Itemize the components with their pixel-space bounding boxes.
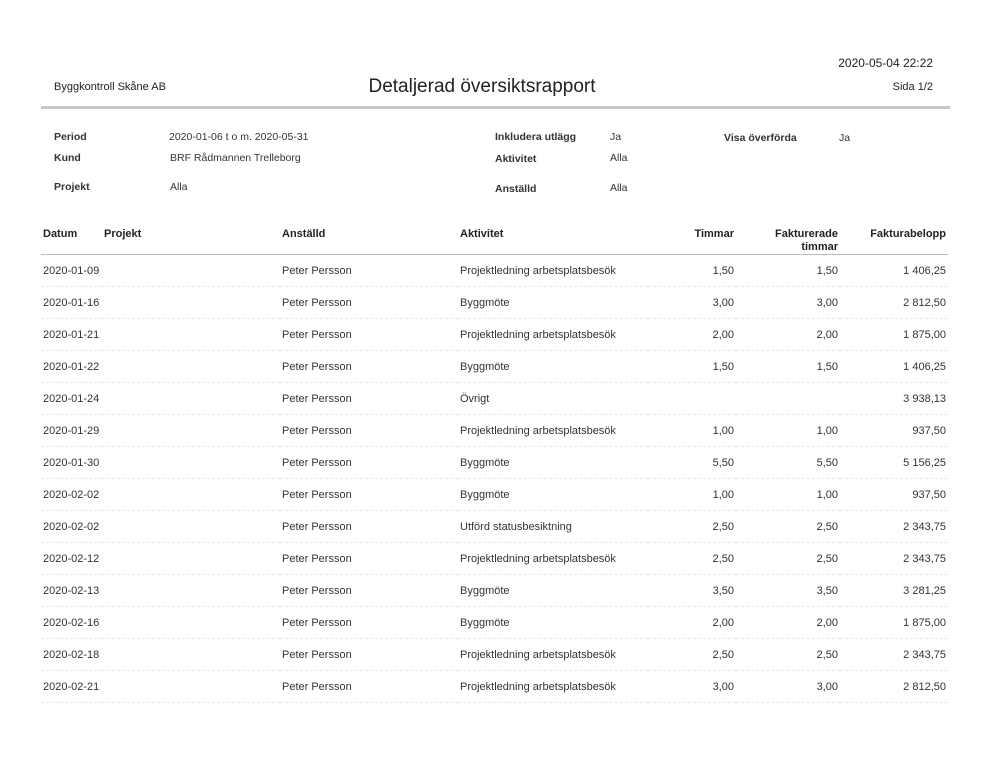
cell-fakturabelopp: 2 812,50: [840, 287, 948, 319]
cell-datum: 2020-02-18: [41, 639, 102, 671]
cell-timmar: 1,50: [648, 255, 736, 287]
cell-datum: 2020-02-02: [41, 479, 102, 511]
filter-projekt-label: Projekt: [54, 181, 90, 193]
cell-projekt: [102, 447, 280, 479]
cell-datum: 2020-01-29: [41, 415, 102, 447]
cell-timmar: 2,50: [648, 639, 736, 671]
cell-timmar: [648, 383, 736, 415]
table-row: [41, 319, 948, 351]
cell-timmar: 2,00: [648, 319, 736, 351]
table-row: [41, 415, 948, 447]
column-header-projekt: Projekt: [102, 222, 280, 255]
table-row: [41, 543, 948, 575]
cell-fakturabelopp: 937,50: [840, 479, 948, 511]
cell-anstalld: Peter Persson: [280, 511, 458, 543]
cell-datum: 2020-02-16: [41, 607, 102, 639]
table-row: [41, 511, 948, 543]
filter-period-label: Period: [54, 131, 87, 143]
cell-datum: 2020-02-02: [41, 511, 102, 543]
cell-aktivitet: Utförd statusbesiktning: [458, 511, 648, 543]
cell-aktivitet: Byggmöte: [458, 351, 648, 383]
cell-fakturerade-timmar: 3,00: [736, 287, 840, 319]
table-body: [41, 255, 948, 703]
table-row: [41, 351, 948, 383]
filter-anstalld-value: Alla: [610, 182, 628, 194]
cell-fakturabelopp: 1 406,25: [840, 255, 948, 287]
cell-fakturerade-timmar: 2,50: [736, 511, 840, 543]
cell-datum: 2020-01-09: [41, 255, 102, 287]
cell-projekt: [102, 671, 280, 703]
cell-projekt: [102, 383, 280, 415]
cell-fakturabelopp: 937,50: [840, 415, 948, 447]
cell-aktivitet: Projektledning arbetsplatsbesök: [458, 415, 648, 447]
column-header-datum: Datum: [41, 222, 102, 255]
cell-anstalld: Peter Persson: [280, 383, 458, 415]
cell-fakturerade-timmar: 1,00: [736, 415, 840, 447]
cell-projekt: [102, 575, 280, 607]
cell-anstalld: Peter Persson: [280, 255, 458, 287]
table-row: [41, 255, 948, 287]
cell-aktivitet: Projektledning arbetsplatsbesök: [458, 255, 648, 287]
cell-projekt: [102, 287, 280, 319]
filter-utlagg-label: Inkludera utlägg: [495, 131, 577, 143]
cell-projekt: [102, 319, 280, 351]
cell-timmar: 1,00: [648, 415, 736, 447]
company-name: Byggkontroll Skåne AB: [54, 81, 166, 93]
column-header-anstalld: Anställd: [280, 222, 458, 255]
cell-fakturerade-timmar: 1,50: [736, 351, 840, 383]
cell-anstalld: Peter Persson: [280, 607, 458, 639]
cell-projekt: [102, 415, 280, 447]
cell-aktivitet: Projektledning arbetsplatsbesök: [458, 543, 648, 575]
cell-datum: 2020-02-21: [41, 671, 102, 703]
table-row: [41, 479, 948, 511]
cell-timmar: 1,00: [648, 479, 736, 511]
filter-aktivitet-label: Aktivitet: [495, 153, 537, 165]
cell-aktivitet: Projektledning arbetsplatsbesök: [458, 639, 648, 671]
column-header-aktivitet: Aktivitet: [458, 222, 648, 255]
cell-fakturerade-timmar: 3,50: [736, 575, 840, 607]
cell-fakturerade-timmar: 5,50: [736, 447, 840, 479]
page-number: Sida 1/2: [892, 81, 933, 93]
cell-fakturerade-timmar: 2,00: [736, 319, 840, 351]
cell-datum: 2020-01-16: [41, 287, 102, 319]
cell-anstalld: Peter Persson: [280, 319, 458, 351]
cell-anstalld: Peter Persson: [280, 479, 458, 511]
filter-kund-value: BRF Rådmannen Trelleborg: [170, 152, 301, 164]
cell-fakturerade-timmar: 3,00: [736, 671, 840, 703]
filter-projekt-value: Alla: [170, 181, 188, 193]
filter-overforda-value: Ja: [839, 132, 851, 144]
cell-aktivitet: Projektledning arbetsplatsbesök: [458, 319, 648, 351]
cell-projekt: [102, 511, 280, 543]
table-header-row: [41, 222, 948, 255]
cell-anstalld: Peter Persson: [280, 575, 458, 607]
cell-aktivitet: Övrigt: [458, 383, 648, 415]
report-table: [41, 222, 948, 703]
cell-datum: 2020-01-22: [41, 351, 102, 383]
table-row: [41, 607, 948, 639]
cell-anstalld: Peter Persson: [280, 447, 458, 479]
cell-anstalld: Peter Persson: [280, 639, 458, 671]
cell-projekt: [102, 479, 280, 511]
cell-fakturerade-timmar: 2,00: [736, 607, 840, 639]
filter-period-value: 2020-01-06 t o m. 2020-05-31: [169, 131, 309, 143]
cell-timmar: 2,50: [648, 511, 736, 543]
table-row: [41, 575, 948, 607]
cell-fakturabelopp: 5 156,25: [840, 447, 948, 479]
cell-fakturerade-timmar: 1,50: [736, 255, 840, 287]
filter-anstalld-label: Anställd: [495, 183, 537, 195]
filter-aktivitet-value: Alla: [610, 152, 628, 164]
cell-datum: 2020-02-12: [41, 543, 102, 575]
cell-fakturerade-timmar: 2,50: [736, 639, 840, 671]
cell-fakturabelopp: 2 343,75: [840, 511, 948, 543]
cell-anstalld: Peter Persson: [280, 415, 458, 447]
cell-timmar: 5,50: [648, 447, 736, 479]
cell-fakturabelopp: 1 875,00: [840, 607, 948, 639]
cell-projekt: [102, 255, 280, 287]
cell-timmar: 2,00: [648, 607, 736, 639]
cell-projekt: [102, 351, 280, 383]
cell-anstalld: Peter Persson: [280, 287, 458, 319]
table-row: [41, 287, 948, 319]
cell-projekt: [102, 607, 280, 639]
report-title: Detaljerad översiktsrapport: [368, 76, 596, 97]
cell-fakturabelopp: 1 406,25: [840, 351, 948, 383]
table-row: [41, 383, 948, 415]
column-header-fakturabelopp: Fakturabelopp: [840, 222, 948, 255]
column-header-timmar: Timmar: [648, 222, 736, 255]
report-timestamp: 2020-05-04 22:22: [838, 56, 933, 70]
table-row: [41, 671, 948, 703]
cell-fakturabelopp: 2 343,75: [840, 639, 948, 671]
table-row: [41, 447, 948, 479]
filter-kund-label: Kund: [54, 152, 81, 164]
cell-datum: 2020-01-24: [41, 383, 102, 415]
cell-projekt: [102, 543, 280, 575]
cell-fakturabelopp: 1 875,00: [840, 319, 948, 351]
cell-aktivitet: Byggmöte: [458, 447, 648, 479]
cell-datum: 2020-01-30: [41, 447, 102, 479]
cell-anstalld: Peter Persson: [280, 671, 458, 703]
cell-fakturabelopp: 3 938,13: [840, 383, 948, 415]
cell-fakturerade-timmar: 1,00: [736, 479, 840, 511]
table-row: [41, 639, 948, 671]
cell-datum: 2020-01-21: [41, 319, 102, 351]
cell-aktivitet: Byggmöte: [458, 575, 648, 607]
cell-anstalld: Peter Persson: [280, 351, 458, 383]
cell-datum: 2020-02-13: [41, 575, 102, 607]
cell-fakturerade-timmar: [736, 383, 840, 415]
cell-fakturabelopp: 3 281,25: [840, 575, 948, 607]
cell-timmar: 2,50: [648, 543, 736, 575]
cell-fakturerade-timmar: 2,50: [736, 543, 840, 575]
cell-fakturabelopp: 2 812,50: [840, 671, 948, 703]
cell-aktivitet: Projektledning arbetsplatsbesök: [458, 671, 648, 703]
cell-timmar: 1,50: [648, 351, 736, 383]
filter-utlagg-value: Ja: [610, 131, 622, 143]
cell-timmar: 3,00: [648, 671, 736, 703]
cell-timmar: 3,50: [648, 575, 736, 607]
cell-timmar: 3,00: [648, 287, 736, 319]
cell-aktivitet: Byggmöte: [458, 607, 648, 639]
column-header-fakturerade-timmar: Fakturerade timmar: [736, 222, 840, 255]
cell-anstalld: Peter Persson: [280, 543, 458, 575]
header-divider: [41, 106, 950, 109]
cell-aktivitet: Byggmöte: [458, 479, 648, 511]
cell-aktivitet: Byggmöte: [458, 287, 648, 319]
cell-projekt: [102, 639, 280, 671]
cell-fakturabelopp: 2 343,75: [840, 543, 948, 575]
filter-overforda-label: Visa överförda: [724, 132, 797, 144]
